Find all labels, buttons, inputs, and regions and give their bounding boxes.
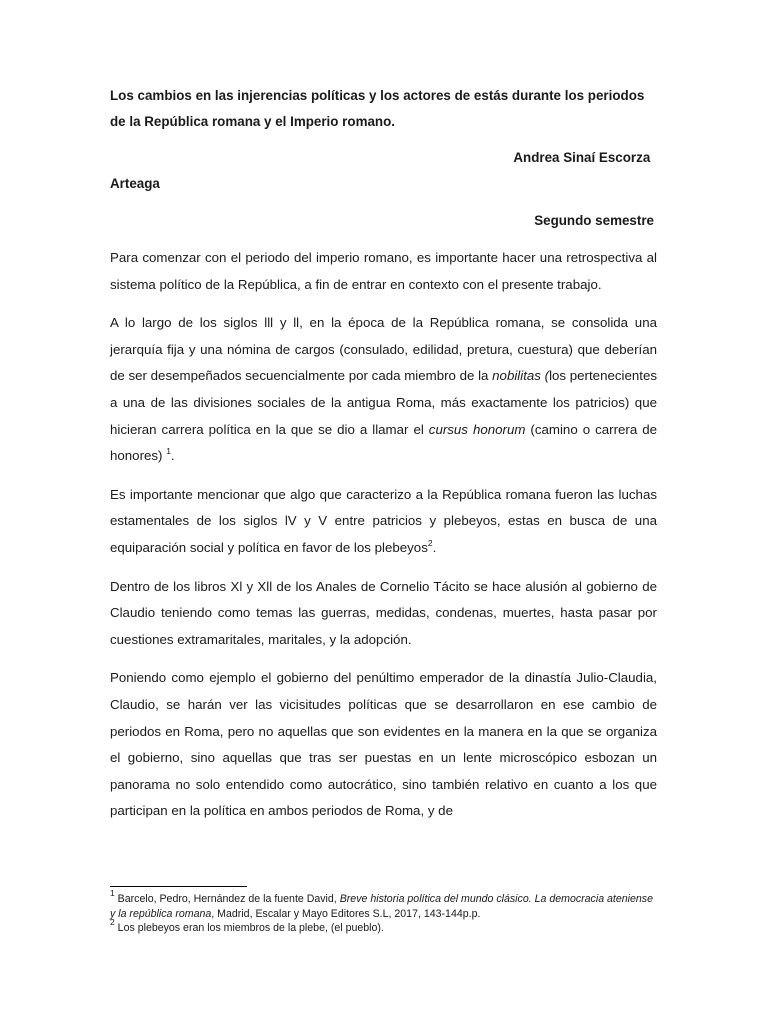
footnote-1 — [110, 888, 657, 921]
footnote-1-text-a: Barcelo, Pedro, Hernández de la fuente David, — [114, 893, 340, 905]
paragraph-3-text: Es importante mencionar que algo que caracterizo a la República romana fueron las luchas estamentales de los siglos lV y V entre patricios y plebeyos, estas en busca de una equiparación social y política en favor de los plebeyos — [110, 486, 657, 555]
paragraph-5: Poniendo como ejemplo el gobierno del penúltimo emperador de la dinastía Julio-Claudia, Claudio, se harán ver las vicisitudes políticas que se desarrollaron en ese cambio de periodos en Roma, pero no aquellas que son evidentes en la manera en la que se organiza el gobierno, sino aquellas que tras ser puestas en un lente microscópico esbozan un panorama no solo entendido como autocrático, sino también relativo en cuanto a los que participan en la política en ambos periodos de Roma, y de — [110, 670, 657, 819]
semester-label: Segundo semestre — [534, 213, 654, 228]
footnote-2 — [110, 917, 657, 936]
paragraph-2-text-c: (camino o carrera de honores) — [110, 421, 658, 464]
footnote-1-book-title: Breve historia política del mundo clásico. La democracia ateniense y la república romana — [110, 893, 653, 920]
footnote-2-mark: 2 — [110, 917, 115, 928]
footnote-2-text: Los plebeyos eran los miembros de la plebe, (el pueblo). — [114, 922, 384, 934]
paragraph-2 — [110, 310, 657, 470]
footnotes — [110, 888, 657, 936]
document-title: Los cambios en las injerencias políticas y los actores de estás durante los periodos de la República romana y el Imperio romano. — [110, 88, 645, 129]
paragraph-3-end: . — [432, 539, 437, 555]
cursus-honorum-term: cursus honorum — [428, 421, 526, 437]
footnote-1-text-b: , Madrid, Escalar y Mayo Editores S.L, 2017, 143-144p.p. — [211, 907, 481, 920]
paragraph-3 — [110, 482, 657, 562]
paragraph-4: Dentro de los libros Xl y Xll de los Anales de Cornelio Tácito se hace alusión al gobierno de Claudio teniendo como temas las guerras, medidas, condenas, muertes, hasta pasar por cuestiones extramaritales, maritales, y la adopción. — [110, 578, 657, 647]
paragraph-2-text-a: A lo largo de los siglos lll y ll, en la época de la República romana, se consolida una jerarquía fija y una nómina de cargos (consulado, edilidad, pretura, cuestura) que deberían de ser desempeñados secuencialmente por cada miembro de la — [110, 315, 657, 384]
author-name: Andrea Sinaí Escorza — [513, 150, 654, 165]
footnote-1-mark: 1 — [110, 888, 115, 899]
nobilitas-term: nobilitas ( — [492, 368, 550, 384]
footnote-ref-1[interactable]: 1 — [166, 445, 171, 456]
footnote-ref-2[interactable]: 2 — [427, 537, 433, 548]
body-text — [110, 245, 657, 837]
paragraph-2-end: . — [170, 448, 175, 464]
author-surname: Arteaga — [110, 176, 160, 191]
document-page — [110, 0, 657, 1024]
footnote-separator — [110, 886, 247, 887]
paragraph-1: Para comenzar con el periodo del imperio romano, es importante hacer una retrospectiva al sistema político de la República, a fin de entrar en contexto con el presente trabajo. — [110, 250, 657, 292]
paragraph-2-text-b: los pertenecientes a una de las divisiones sociales de la antigua Roma, más exactamente los patricios) que hicieran carrera política en la que se dio a llamar el — [110, 368, 657, 437]
